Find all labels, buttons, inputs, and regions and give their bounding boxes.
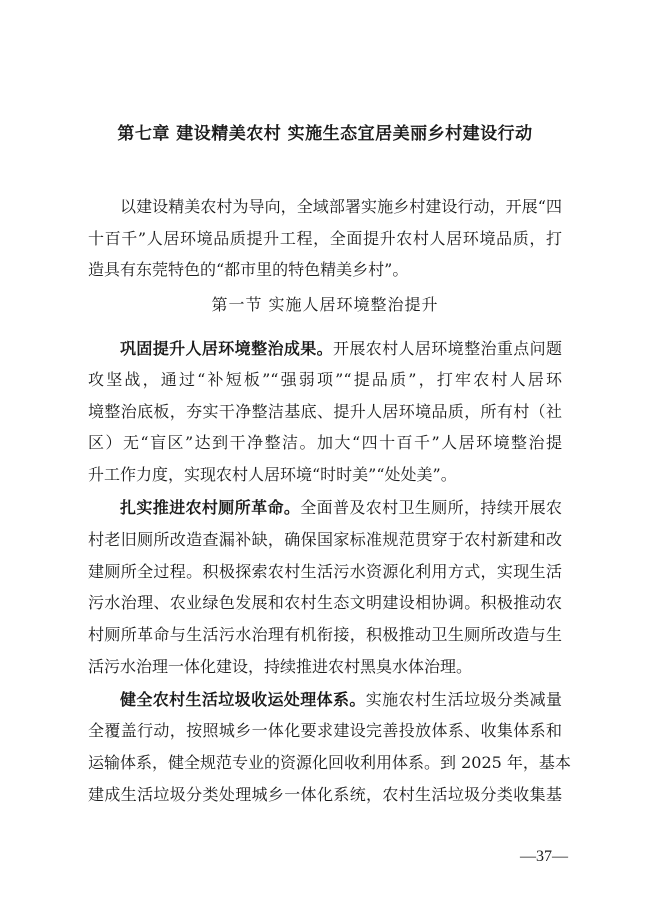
line-text: 以建设精美农村为导向，全域部署实施乡村建设行动，开展“四 [120,197,562,216]
text-line [88,720,562,742]
line-text: 村厕所革命与生活污水治理有机衔接，积极推动卫生厕所改造与生 [88,625,562,644]
line-text: 建厕所全过程。积极探索农村生活污水资源化利用方式，实现生活 [88,562,562,581]
line-text: 运输体系，健全规范专业的资源化回收利用体系。到 2025 年，基本 [88,753,571,772]
text-line [88,624,562,646]
line-text: 村老旧厕所改造查漏补缺，确保国家标准规范贯穿于农村新建和改 [88,530,562,549]
text-line [88,561,562,583]
text-line [88,529,562,551]
line-text: 境整治底板，夯实干净整洁基底、提升人居环境品质，所有村（社 [88,402,562,421]
text-line [120,497,562,519]
lead-in-heading: 巩固提升人居环境整治成果。 [120,339,333,358]
line-text: 全面普及农村卫生厕所，持续开展农 [300,498,562,517]
text-line [88,784,562,806]
lead-in-heading: 健全农村生活垃圾收运处理体系。 [120,690,366,709]
line-text: 攻坚战，通过“补短板”“强弱项”“提品质”，打牢农村人居环 [88,370,562,389]
line-text: 十百千”人居环境品质提升工程，全面提升农村人居环境品质，打 [88,229,562,248]
line-text: 活污水治理一体化建设，持续推进农村黑臭水体治理。 [88,657,473,676]
text-line [120,689,562,711]
text-line [88,401,562,423]
text-line [120,338,562,360]
chapter-title: 第七章 建设精美农村 实施生态宜居美丽乡村建设行动 [117,124,533,144]
line-text: 区）无“盲区”达到干净整洁。加大“四十百千”人居环境整治提 [88,433,562,452]
text-line [88,228,562,250]
text-line [120,196,562,218]
page-number: —37— [520,848,568,865]
line-text: 全覆盖行动，按照城乡一体化要求建设完善投放体系、收集体系和 [88,721,562,740]
line-text: 建成生活垃圾分类处理城乡一体化系统，农村生活垃圾分类收集基 [88,785,562,804]
line-text: 污水治理、农业绿色发展和农村生态文明建设相协调。积极推动农 [88,593,562,612]
line-text: 造具有东莞特色的“都市里的特色精美乡村”。 [88,260,409,279]
line-text: 升工作力度，实现农村人居环境“时时美”“处处美”。 [88,465,457,484]
text-line [88,752,571,774]
text-line [88,656,562,678]
line-text: 实施农村生活垃圾分类减量 [365,690,562,709]
line-text: 开展农村人居环境整治重点问题 [333,339,562,358]
section-title: 第一节 实施人居环境整治提升 [211,295,439,314]
text-line [88,464,562,486]
text-line [88,259,562,281]
text-line [88,369,562,391]
lead-in-heading: 扎实推进农村厕所革命。 [120,498,301,517]
text-line [88,432,562,454]
text-line [88,592,562,614]
